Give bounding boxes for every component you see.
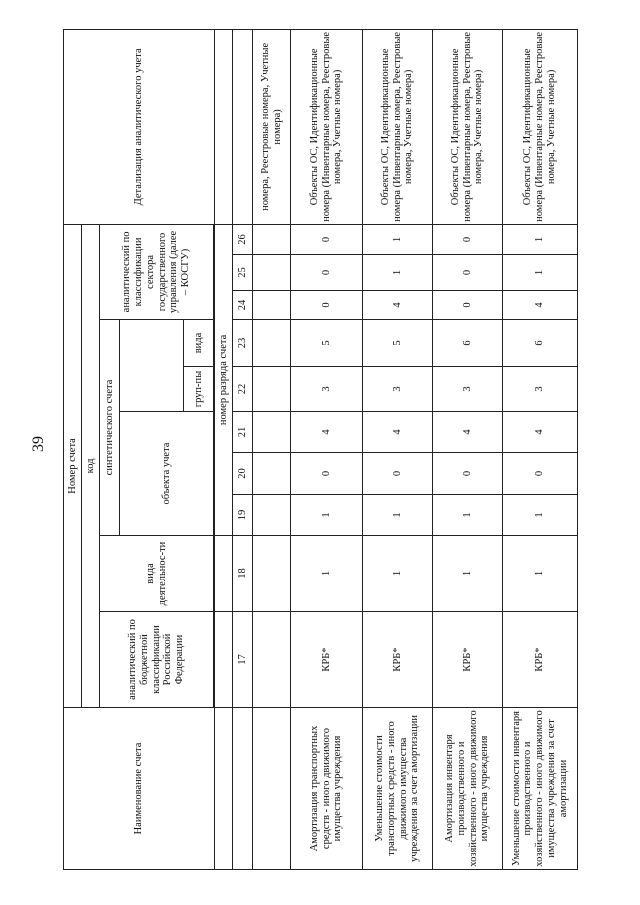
row-detail: Объекты ОС, Идентификационные номера (Инвентарные номера, Реестровые номера, Учетные номера) (433, 29, 503, 224)
header-row-1 (64, 29, 82, 869)
table-row (503, 29, 578, 869)
table-row (363, 29, 433, 869)
row-c20: 0 (291, 453, 363, 495)
table-row (433, 29, 503, 869)
row-c20: 0 (363, 453, 433, 495)
row-c21: 4 (363, 412, 433, 453)
row-detail: Объекты ОС, Идентификационные номера (Инвентарные номера, Реестровые номера, Учетные номера) (291, 29, 363, 224)
row-c26: 1 (363, 224, 433, 254)
blank-krb-col (215, 612, 233, 708)
header-digit-number: номер разряда счета (215, 224, 233, 535)
row-name: Амортизация инвентаря производственного и хозяйственного - иного движимого имущества учреждения (433, 708, 503, 870)
row-c21: 4 (433, 412, 503, 453)
row-c23: 5 (291, 320, 363, 367)
header-account-number: Номер счета (64, 224, 82, 707)
row-detail: Объекты ОС, Идентификационные номера (Инвентарные номера, Реестровые номера, Учетные номера) (363, 29, 433, 224)
row-c22: 3 (503, 367, 578, 412)
row-c26: 1 (503, 224, 578, 254)
accounts-table (63, 29, 578, 870)
table-row (291, 29, 363, 869)
row-name: Уменьшение стоимости инвентаря производственного и хозяйственного - иного движимого имущества учреждения за счет амортизации (503, 708, 578, 870)
row-c21: 4 (503, 412, 578, 453)
header-group: груп-пы (184, 367, 214, 412)
colnum-18: 18 (233, 536, 253, 612)
colnum-17: 17 (233, 612, 253, 708)
row-c23: 6 (503, 320, 578, 367)
column-number-row (233, 29, 253, 869)
row-c19: 1 (291, 495, 363, 536)
header-row-digit (215, 29, 233, 869)
row-detail: Объекты ОС, Идентификационные номера (Инвентарные номера, Реестровые номера, Учетные номера) (503, 29, 578, 224)
header-analytic-budget: аналитический по бюджетной классификации Российской Федерации (100, 612, 214, 708)
row-c26: 0 (291, 224, 363, 254)
colnum-24: 24 (233, 291, 253, 320)
row-c22: 3 (291, 367, 363, 412)
row-c24: 4 (363, 291, 433, 320)
row-c25: 1 (363, 255, 433, 291)
row-c25: 0 (291, 255, 363, 291)
row-krb: КРБ* (363, 612, 433, 708)
row-c23: 5 (363, 320, 433, 367)
row-krb: КРБ* (291, 612, 363, 708)
row-c25: 0 (433, 255, 503, 291)
header-synthetic: синтетического счета (100, 320, 120, 536)
row-c24: 0 (291, 291, 363, 320)
header-kind: вида (184, 320, 214, 367)
row-c25: 1 (503, 255, 578, 291)
row-krb: КРБ* (503, 612, 578, 708)
row-name: Амортизация транспортных средств - иного движимого имущества учреждения (291, 708, 363, 870)
header-group-kind-top (120, 320, 184, 412)
header-account-name: Наименование счета (64, 708, 215, 870)
colnum-26: 26 (233, 224, 253, 254)
colnum-23: 23 (233, 320, 253, 367)
row-c24: 4 (503, 291, 578, 320)
row-c23: 6 (433, 320, 503, 367)
row-c20: 0 (503, 453, 578, 495)
row-krb: КРБ* (433, 612, 503, 708)
row-c24: 0 (433, 291, 503, 320)
colnum-19: 19 (233, 495, 253, 536)
row-c19: 1 (433, 495, 503, 536)
header-code: код (82, 224, 100, 707)
blank-name-col (215, 708, 233, 870)
header-analytic-detail: Детализация аналитического учета (64, 29, 215, 224)
colnum-blank (233, 708, 253, 870)
row-name: Уменьшение стоимости транспортных средств - иного движимого имущества учреждения за счет амортизации (363, 708, 433, 870)
row-c18: 1 (503, 536, 578, 612)
row-c18: 1 (363, 536, 433, 612)
blank-detail-col (215, 29, 233, 224)
colnum-20: 20 (233, 453, 253, 495)
row-c18: 1 (433, 536, 503, 612)
header-activity-type: вида деятельнос-ти (100, 536, 214, 612)
row-c19: 1 (363, 495, 433, 536)
accounts-table-rotated (63, 30, 569, 870)
row-c19: 1 (503, 495, 578, 536)
header-analytic-kosgu: аналитический по классификации сектора государственного управления (далее – КОСГУ) (100, 224, 214, 319)
header-account-object: объекта учета (120, 412, 214, 536)
top-row-detail: номера, Реестровые номера, Учетные номера) (253, 29, 291, 224)
row-c26: 0 (433, 224, 503, 254)
blank-activity-col (215, 536, 233, 612)
row-c20: 0 (433, 453, 503, 495)
colnum-22: 22 (233, 367, 253, 412)
colnum-detail-blank (233, 29, 253, 224)
colnum-21: 21 (233, 412, 253, 453)
row-c18: 1 (291, 536, 363, 612)
row-c22: 3 (363, 367, 433, 412)
page-number: 39 (30, 436, 47, 452)
row-c21: 4 (291, 412, 363, 453)
row-c22: 3 (433, 367, 503, 412)
table-row-continued (253, 29, 291, 869)
colnum-25: 25 (233, 255, 253, 291)
